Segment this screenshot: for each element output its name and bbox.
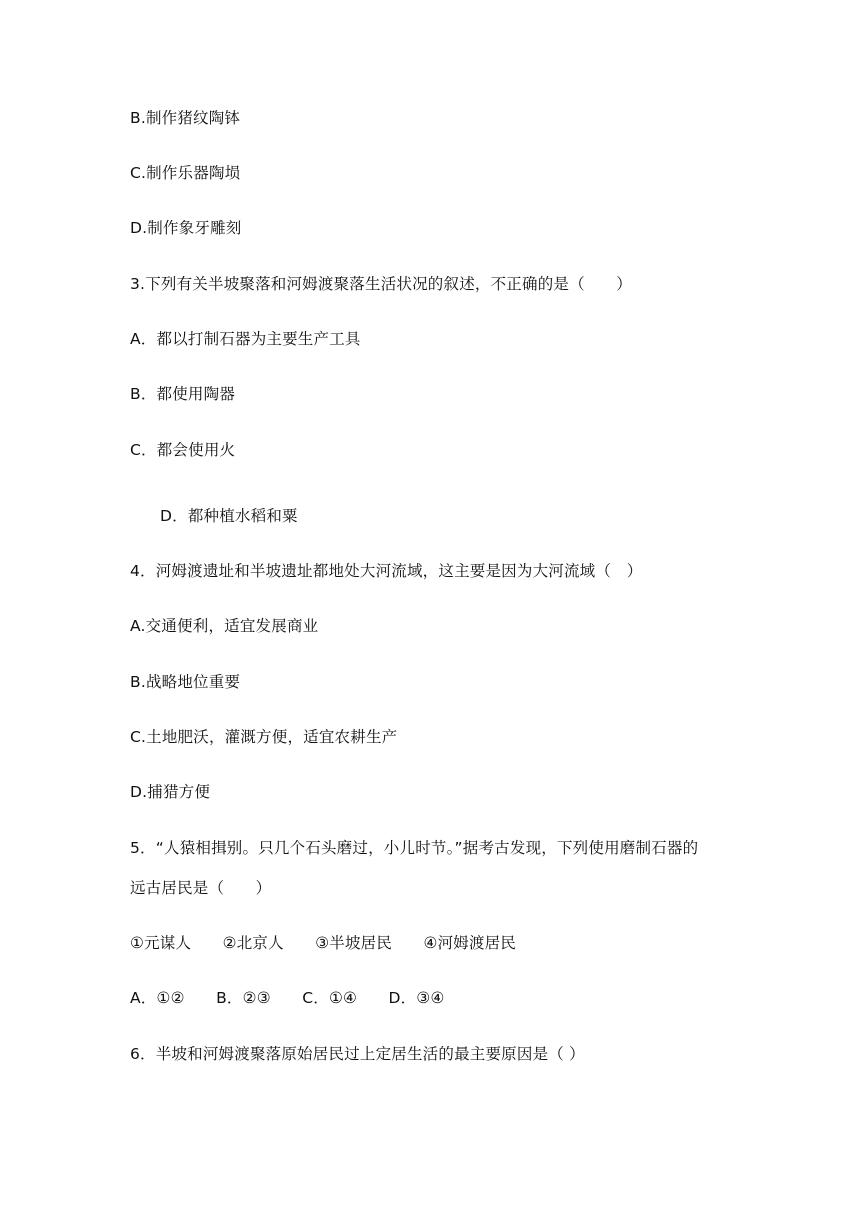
option-4c: C.土地肥沃，灌溉方便，适宜农耕生产 (130, 728, 398, 746)
option-2d: D.制作象牙雕刻 (130, 219, 242, 237)
option-4a: A.交通便利，适宜发展商业 (130, 617, 319, 635)
option-4d: D.捕猎方便 (130, 783, 211, 801)
question-4: 4．河姆渡遗址和半坡遗址都地处大河流域，这主要是因为大河流域（ ） (130, 562, 643, 580)
question-5-continued: 远古居民是（ ） (130, 879, 272, 897)
question-6: 6．半坡和河姆渡聚落原始居民过上定居生活的最主要原因是（ ） (130, 1045, 585, 1063)
option-2b: B.制作猪纹陶钵 (130, 109, 241, 127)
option-4b: B.战略地位重要 (130, 673, 241, 691)
question-5: 5．“人猿相揖别。只几个石头磨过，小儿时节。”据考古发现，下列使用磨制石器的 (130, 839, 699, 857)
option-3c: C．都会使用火 (130, 441, 236, 459)
option-2c: C.制作乐器陶埙 (130, 164, 241, 182)
option-3b: B．都使用陶器 (130, 385, 236, 403)
question-3: 3.下列有关半坡聚落和河姆渡聚落生活状况的叙述，不正确的是（ ） (130, 275, 632, 293)
option-3a: A．都以打制石器为主要生产工具 (130, 330, 361, 348)
option-3d: D．都种植水稻和粟 (160, 507, 298, 525)
question-5-options: A．①② B．②③ C．①④ D．③④ (130, 989, 445, 1007)
question-5-items: ①元谋人 ②北京人 ③半坡居民 ④河姆渡居民 (130, 934, 517, 952)
